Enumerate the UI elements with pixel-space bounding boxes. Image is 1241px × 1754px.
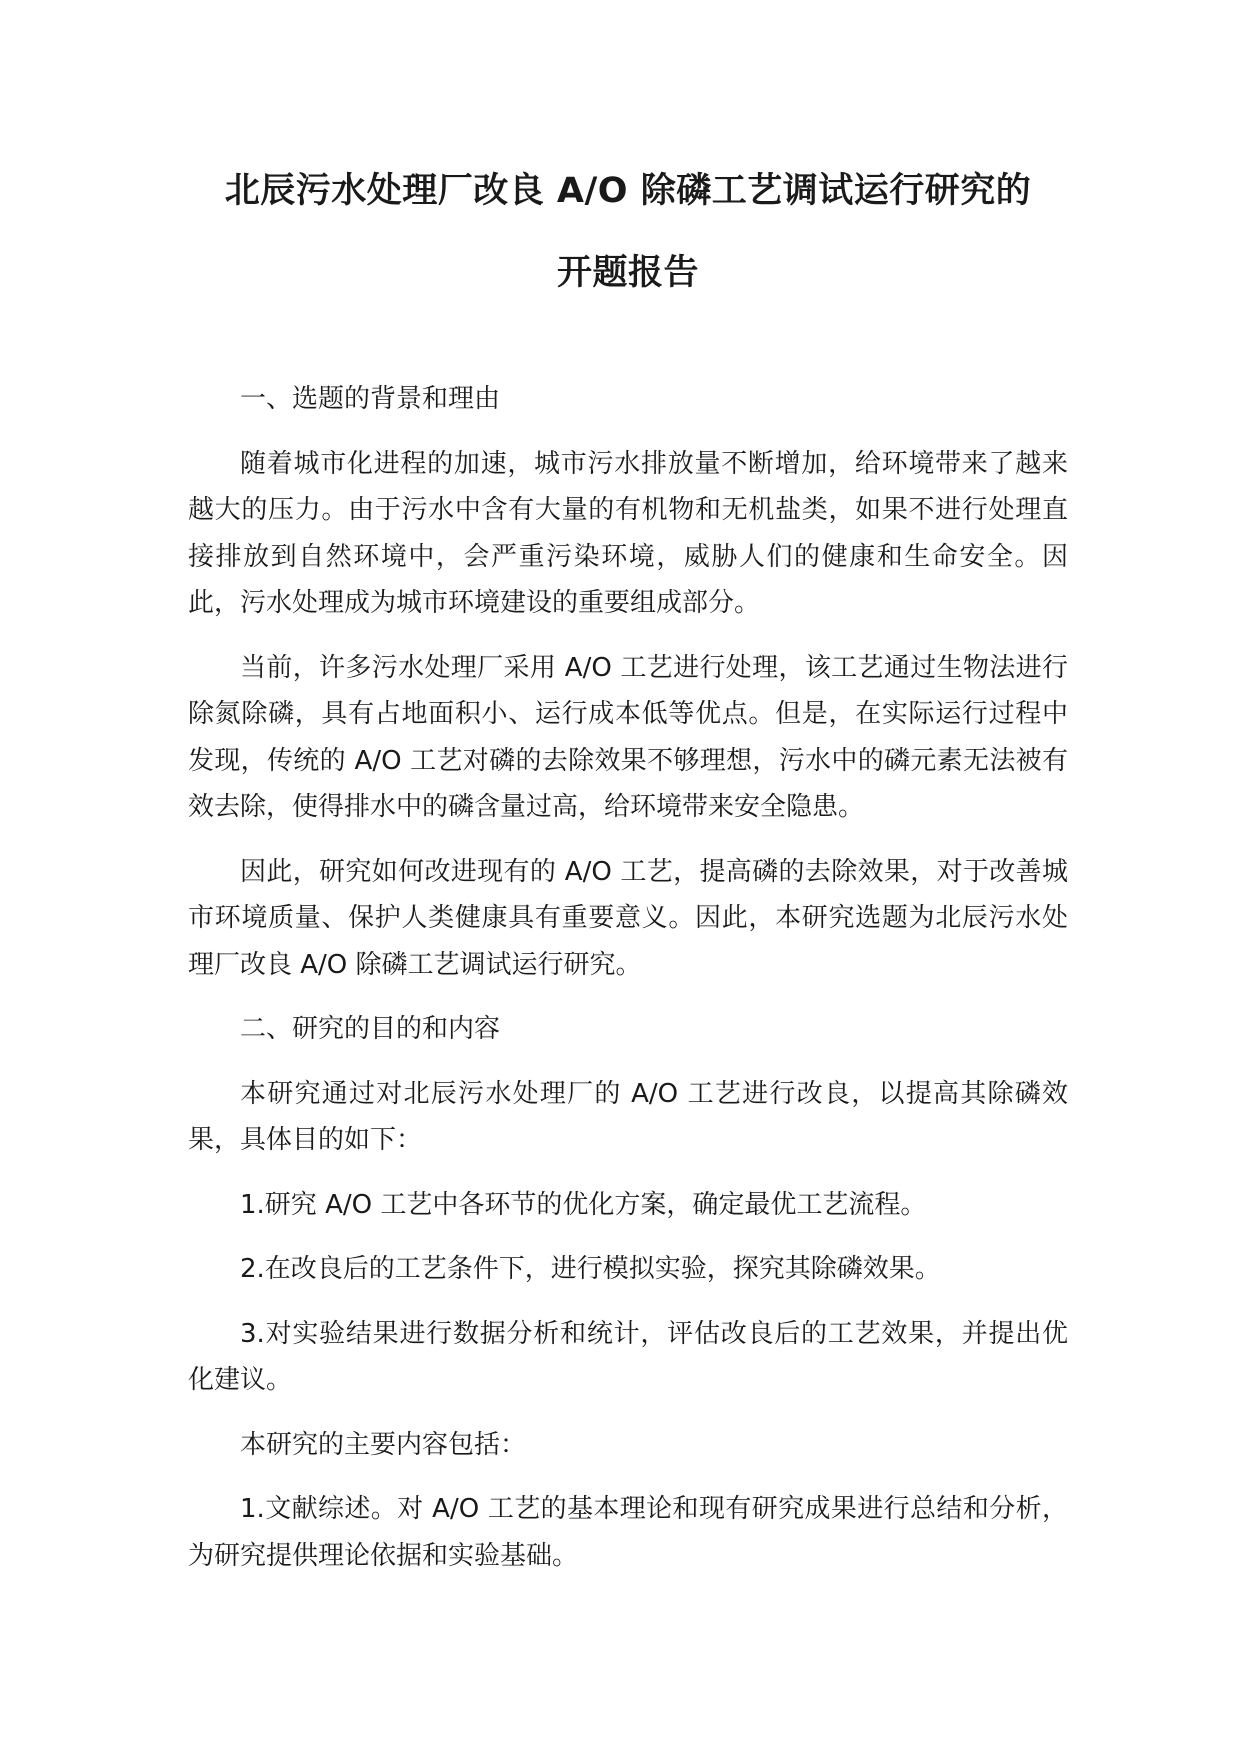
- section-1-heading: 一、选题的背景和理由: [240, 384, 501, 414]
- section-1-paragraph-2: 当前，许多污水处理厂采用 A/O 工艺进行处理，该工艺通过生物法进行除氮除磷，具有占地面积小、运行成本低等优点。但是，在实际运行过程中发现，传统的 A/O 工艺对磷的去除效果不够理想，污水中的磷元素无法被有效去除，使得排水中的磷含量过高，给环境带来安全隐患。: [188, 652, 1068, 822]
- document-page: [188, 150, 1068, 1597]
- objective-item-3: 3.对实验结果进行数据分析和统计，评估改良后的工艺效果，并提出优化建议。: [188, 1318, 1068, 1395]
- section-2-heading: 二、研究的目的和内容: [240, 1014, 501, 1044]
- objective-item-2: 2.在改良后的工艺条件下，进行模拟实验，探究其除磷效果。: [240, 1254, 941, 1284]
- document-title: [188, 150, 1068, 314]
- title-line-1: 北辰污水处理厂改良 A/O 除磷工艺调试运行研究的: [224, 171, 1032, 211]
- document-body: [188, 376, 1068, 1579]
- content-item-1: 1.文献综述。对 A/O 工艺的基本理论和现有研究成果进行总结和分析，为研究提供理论依据和实验基础。: [188, 1494, 1068, 1571]
- objective-item-1: 1.研究 A/O 工艺中各环节的优化方案，确定最优工艺流程。: [240, 1189, 927, 1220]
- content-intro: 本研究的主要内容包括：: [240, 1429, 527, 1460]
- section-2-intro: 本研究通过对北辰污水处理厂的 A/O 工艺进行改良，以提高其除磷效果，具体目的如下：: [188, 1078, 1068, 1155]
- section-1-paragraph-1: 随着城市化进程的加速，城市污水排放量不断增加，给环境带来了越来越大的压力。由于污水中含有大量的有机物和无机盐类，如果不进行处理直接排放到自然环境中，会严重污染环境，威胁人们的健康和生命安全。因此，污水处理成为城市环境建设的重要组成部分。: [188, 448, 1068, 618]
- title-line-2: 开题报告: [556, 253, 699, 293]
- section-1-paragraph-3: 因此，研究如何改进现有的 A/O 工艺，提高磷的去除效果，对于改善城市环境质量、保护人类健康具有重要意义。因此，本研究选题为北辰污水处理厂改良 A/O 除磷工艺调试运行研究。: [188, 856, 1068, 980]
